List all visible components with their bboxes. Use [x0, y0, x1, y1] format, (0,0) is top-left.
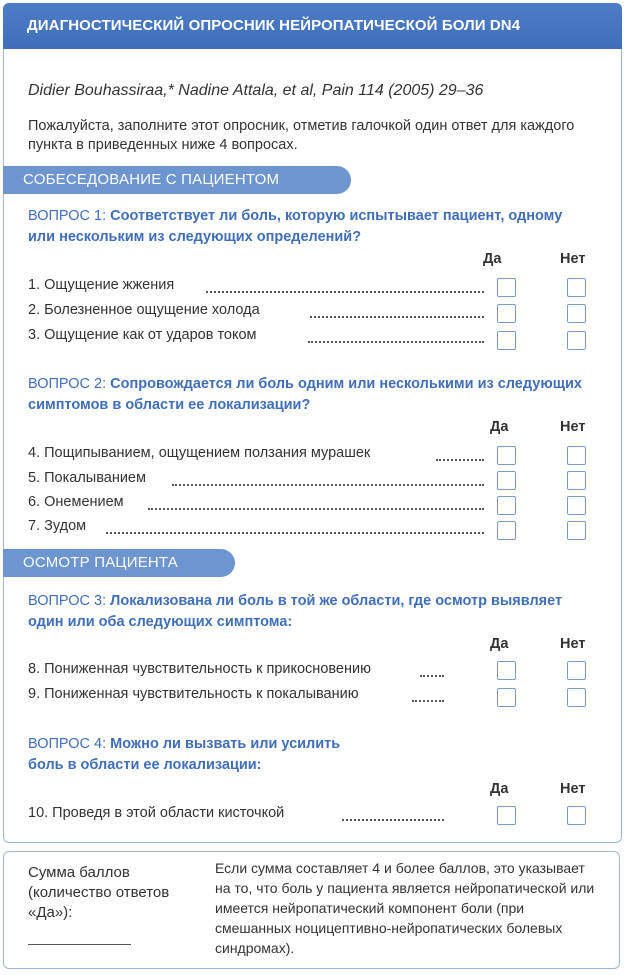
no-label: Нет — [560, 419, 586, 435]
dot-leader — [106, 532, 484, 534]
dot-leader — [420, 675, 444, 677]
question-4-text: Можно ли вызвать или усилить боль в области ее локализации: — [28, 736, 341, 773]
dot-leader — [172, 484, 484, 486]
section-exam: ОСМОТР ПАЦИЕНТА — [3, 549, 235, 577]
no-label: Нет — [560, 781, 586, 797]
question-4 — [28, 734, 358, 776]
form-title: ДИАГНОСТИЧЕСКИЙ ОПРОСНИК НЕЙРОПАТИЧЕСКОЙ БОЛИ DN4 — [3, 3, 622, 49]
item-6: 6. Онемением — [28, 494, 124, 510]
question-3-text: Локализована ли боль в той же области, где осмотр выявляет один или оба следующих симптома: — [28, 593, 563, 630]
item-4-no-checkbox[interactable] — [567, 446, 586, 465]
dot-leader — [148, 508, 484, 510]
yes-label: Да — [490, 419, 509, 435]
dot-leader — [310, 316, 484, 318]
yes-label: Да — [490, 636, 509, 652]
question-2 — [28, 374, 588, 416]
item-10-no-checkbox[interactable] — [567, 806, 586, 825]
yes-label: Да — [490, 781, 509, 797]
yes-label: Да — [483, 251, 502, 267]
no-label: Нет — [560, 636, 586, 652]
question-1 — [28, 206, 588, 248]
dot-leader — [436, 459, 484, 461]
item-7: 7. Зудом — [28, 518, 87, 534]
section-interview: СОБЕСЕДОВАНИЕ С ПАЦИЕНТОМ — [3, 166, 351, 194]
question-1-number: ВОПРОС 1: — [28, 208, 107, 224]
item-9-yes-checkbox[interactable] — [497, 688, 516, 707]
question-2-number: ВОПРОС 2: — [28, 376, 107, 392]
item-4: 4. Пощипыванием, ощущением ползания мурашек — [28, 445, 371, 461]
item-2-yes-checkbox[interactable] — [497, 304, 516, 323]
item-3-no-checkbox[interactable] — [567, 331, 586, 350]
item-2: 2. Болезненное ощущение холода — [28, 302, 260, 318]
citation: Didier Bouhassiraa,* Nadine Attala, et al, Pain 114 (2005) 29–36 — [28, 82, 484, 99]
item-3-yes-checkbox[interactable] — [497, 331, 516, 350]
question-2-text: Сопровождается ли боль одним или несколькими из следующих симптомов в области ее локализации? — [28, 376, 582, 413]
dot-leader — [412, 700, 444, 702]
item-1-no-checkbox[interactable] — [567, 278, 586, 297]
dot-leader — [308, 341, 484, 343]
item-9-no-checkbox[interactable] — [567, 688, 586, 707]
instructions: Пожалуйста, заполните этот опросник, отметив галочкой один ответ для каждого пункта в приведенных ниже 4 вопросах. — [28, 118, 575, 153]
item-6-yes-checkbox[interactable] — [497, 496, 516, 515]
score-label: Сумма баллов (количество ответов «Да»): — [28, 864, 170, 921]
item-6-no-checkbox[interactable] — [567, 496, 586, 515]
question-4-number: ВОПРОС 4: — [28, 736, 107, 752]
item-8-yes-checkbox[interactable] — [497, 661, 516, 680]
question-1-text: Соответствует ли боль, которую испытывает пациент, одному или нескольким из следующих определений? — [28, 208, 563, 245]
item-7-no-checkbox[interactable] — [567, 521, 586, 540]
item-8: 8. Пониженная чувствительность к прикосновению — [28, 661, 371, 677]
item-9: 9. Пониженная чувствительность к покалыванию — [28, 686, 359, 702]
dot-leader — [206, 291, 484, 293]
item-8-no-checkbox[interactable] — [567, 661, 586, 680]
item-3: 3. Ощущение как от ударов током — [28, 327, 257, 343]
dot-leader — [342, 819, 444, 821]
score-input-line[interactable] — [28, 944, 131, 945]
no-label: Нет — [560, 251, 586, 267]
item-1: 1. Ощущение жжения — [28, 277, 175, 293]
item-2-no-checkbox[interactable] — [567, 304, 586, 323]
item-4-yes-checkbox[interactable] — [497, 446, 516, 465]
item-5-no-checkbox[interactable] — [567, 471, 586, 490]
item-5: 5. Покалыванием — [28, 470, 146, 486]
item-1-yes-checkbox[interactable] — [497, 278, 516, 297]
score-interpretation: Если сумма составляет 4 и более баллов, это указывает на то, что боль у пациента является нейропатической или имеется нейропатический компонент боли (при смешанных ноцицептивно-нейропатических болевых синдромах). — [215, 860, 595, 956]
item-7-yes-checkbox[interactable] — [497, 521, 516, 540]
question-3 — [28, 591, 588, 633]
item-5-yes-checkbox[interactable] — [497, 471, 516, 490]
item-10: 10. Проведя в этой области кисточкой — [28, 805, 285, 821]
question-3-number: ВОПРОС 3: — [28, 593, 107, 609]
item-10-yes-checkbox[interactable] — [497, 806, 516, 825]
